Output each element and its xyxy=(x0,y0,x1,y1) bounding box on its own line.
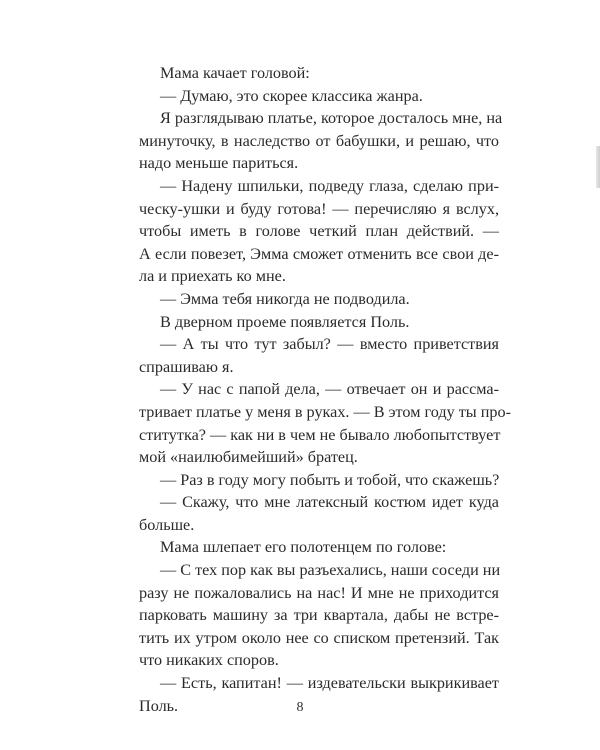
text-line: — Есть, капитан! — издевательски выкрикивает xyxy=(160,674,499,693)
text-line: ла и приехать ко мне. xyxy=(139,267,286,286)
text-line: Мама шлепает его полотенцем по голове: xyxy=(160,538,447,557)
text-line: — Скажу, что мне латексный костюм идет куда xyxy=(160,493,499,512)
text-line: тривает платье у меня в руках. — В этом году ты про- xyxy=(139,402,511,421)
text-line: ческу-ушки и буду готова! — перечисляю я вслух, xyxy=(139,199,499,218)
text-line: — Думаю, это скорее классика жанра. xyxy=(160,86,423,105)
text-line: парковать машину за три квартала, дабы не встре- xyxy=(139,606,499,625)
text-line: — Раз в году могу побыть и тобой, что скажешь? xyxy=(160,470,500,489)
text-line: чтобы иметь в голове четкий план действий. — xyxy=(139,222,499,241)
text-line: мой «наилюбимейший» братец. xyxy=(139,448,358,467)
text-line: минуточку, в наследство от бабушки, и решаю, что xyxy=(139,131,499,150)
text-line: Я разглядываю платье, которое досталось мне, на xyxy=(160,109,503,128)
text-line: — У нас с папой дела, — отвечает он и рассма- xyxy=(160,380,499,399)
text-line: больше. xyxy=(139,515,195,534)
text-line: разу не пожаловались на нас! И мне не приходится xyxy=(139,583,499,602)
page-number: 8 xyxy=(296,700,304,715)
text-line: Мама качает головой: xyxy=(160,64,310,82)
text-line: — А ты что тут забыл? — вместо приветствия xyxy=(160,335,499,354)
scan-edge-mark xyxy=(596,146,600,188)
body-text xyxy=(139,62,511,717)
text-line: спрашиваю я. xyxy=(139,357,234,376)
text-line: — Надену шпильки, подведу глаза, сделаю при- xyxy=(160,176,499,195)
text-line: — С тех пор как вы разъехались, наши соседи ни xyxy=(160,561,501,580)
text-line: что никаких споров. xyxy=(139,651,279,670)
text-line: ститутка? — как ни в чем не бывало любопытствует xyxy=(139,425,501,444)
text-line: Поль. xyxy=(139,696,179,715)
text-line: тить их утром около нее со списком претензий. Так xyxy=(139,628,499,647)
text-line: А если повезет, Эмма сможет отменить все свои де- xyxy=(139,244,499,263)
text-line: надо меньше париться. xyxy=(139,154,299,173)
text-line: — Эмма тебя никогда не подводила. xyxy=(160,289,410,308)
text-line: В дверном проеме появляется Поль. xyxy=(160,312,410,331)
